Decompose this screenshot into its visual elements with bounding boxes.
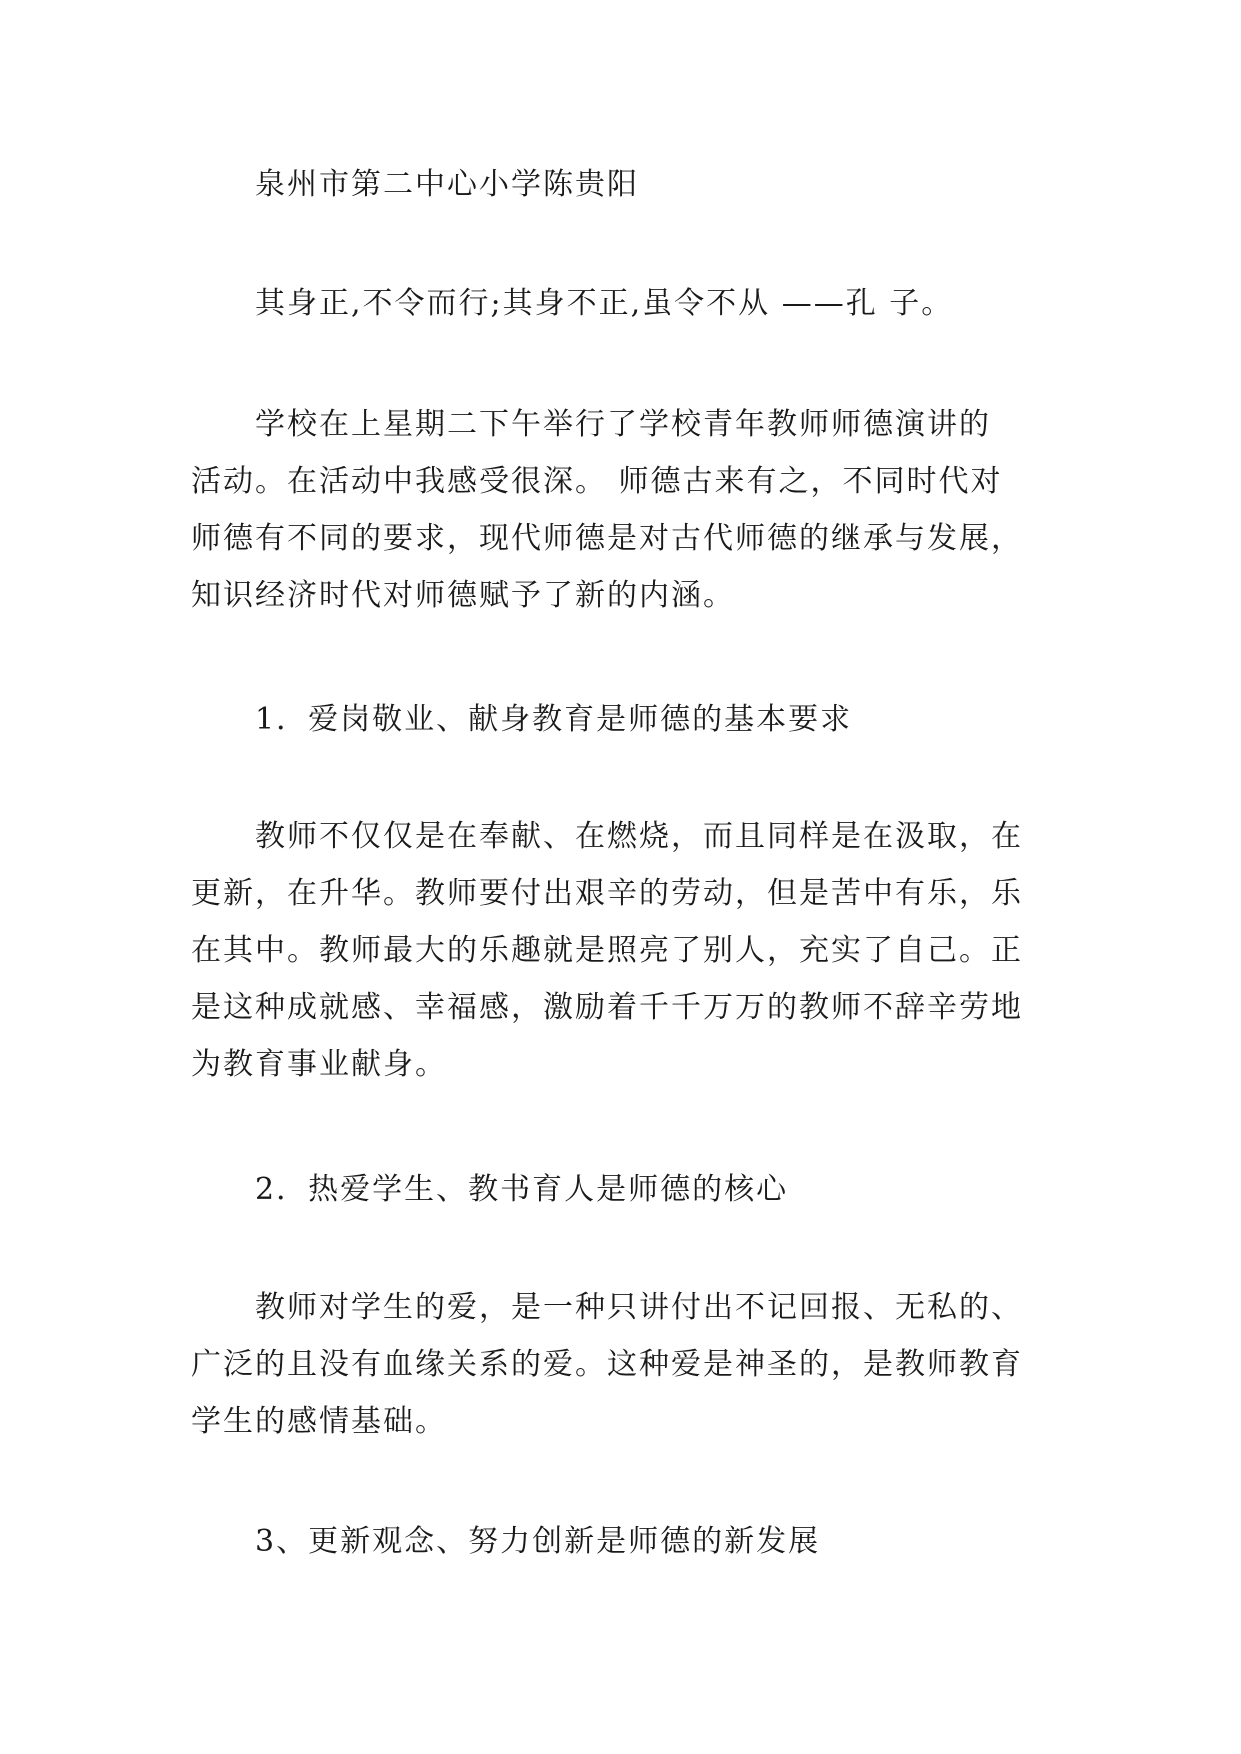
text-line: 教师不仅仅是在奉献、在燃烧，而且同样是在汲取，在 xyxy=(255,819,1023,854)
paragraph-intro xyxy=(191,396,1061,624)
text-line: 学生的感情基础。 xyxy=(191,1404,447,1439)
text-line: 为教育事业献身。 xyxy=(191,1047,447,1082)
paragraph-dedication xyxy=(191,808,1061,1093)
text-line: 在其中。教师最大的乐趣就是照亮了别人，充实了自己。正 xyxy=(191,933,1023,968)
paragraph-love xyxy=(191,1279,1061,1450)
section-heading-3 xyxy=(191,1513,1061,1570)
text-line: 3、更新观念、努力创新是师德的新发展 xyxy=(255,1524,821,1559)
text-line: 学校在上星期二下午举行了学校青年教师师德演讲的 xyxy=(255,407,991,442)
text-line: 泉州市第二中心小学陈贵阳 xyxy=(255,167,639,202)
section-heading-1 xyxy=(191,691,1061,748)
text-line: 广泛的且没有血缘关系的爱。这种爱是神圣的，是教师教育 xyxy=(191,1347,1023,1382)
text-line: 知识经济时代对师德赋予了新的内涵。 xyxy=(191,578,735,613)
text-line: 其身正,不令而行;其身不正,虽令不从 ——孔 子。 xyxy=(255,286,954,321)
text-line: 1．爱岗敬业、献身教育是师德的基本要求 xyxy=(255,702,853,737)
text-line: 师德有不同的要求，现代师德是对古代师德的继承与发展， xyxy=(191,521,1023,556)
author-line xyxy=(191,156,1061,213)
text-line: 2．热爱学生、教书育人是师德的核心 xyxy=(255,1172,789,1207)
text-line: 教师对学生的爱，是一种只讲付出不记回报、无私的、 xyxy=(255,1290,1023,1325)
section-heading-2 xyxy=(191,1161,1061,1218)
text-line: 更新，在升华。教师要付出艰辛的劳动，但是苦中有乐，乐 xyxy=(191,876,1023,911)
quote-line xyxy=(191,275,1061,332)
text-line: 活动。在活动中我感受很深。 师德古来有之，不同时代对 xyxy=(191,464,1003,499)
text-line: 是这种成就感、幸福感，激励着千千万万的教师不辞辛劳地 xyxy=(191,990,1023,1025)
